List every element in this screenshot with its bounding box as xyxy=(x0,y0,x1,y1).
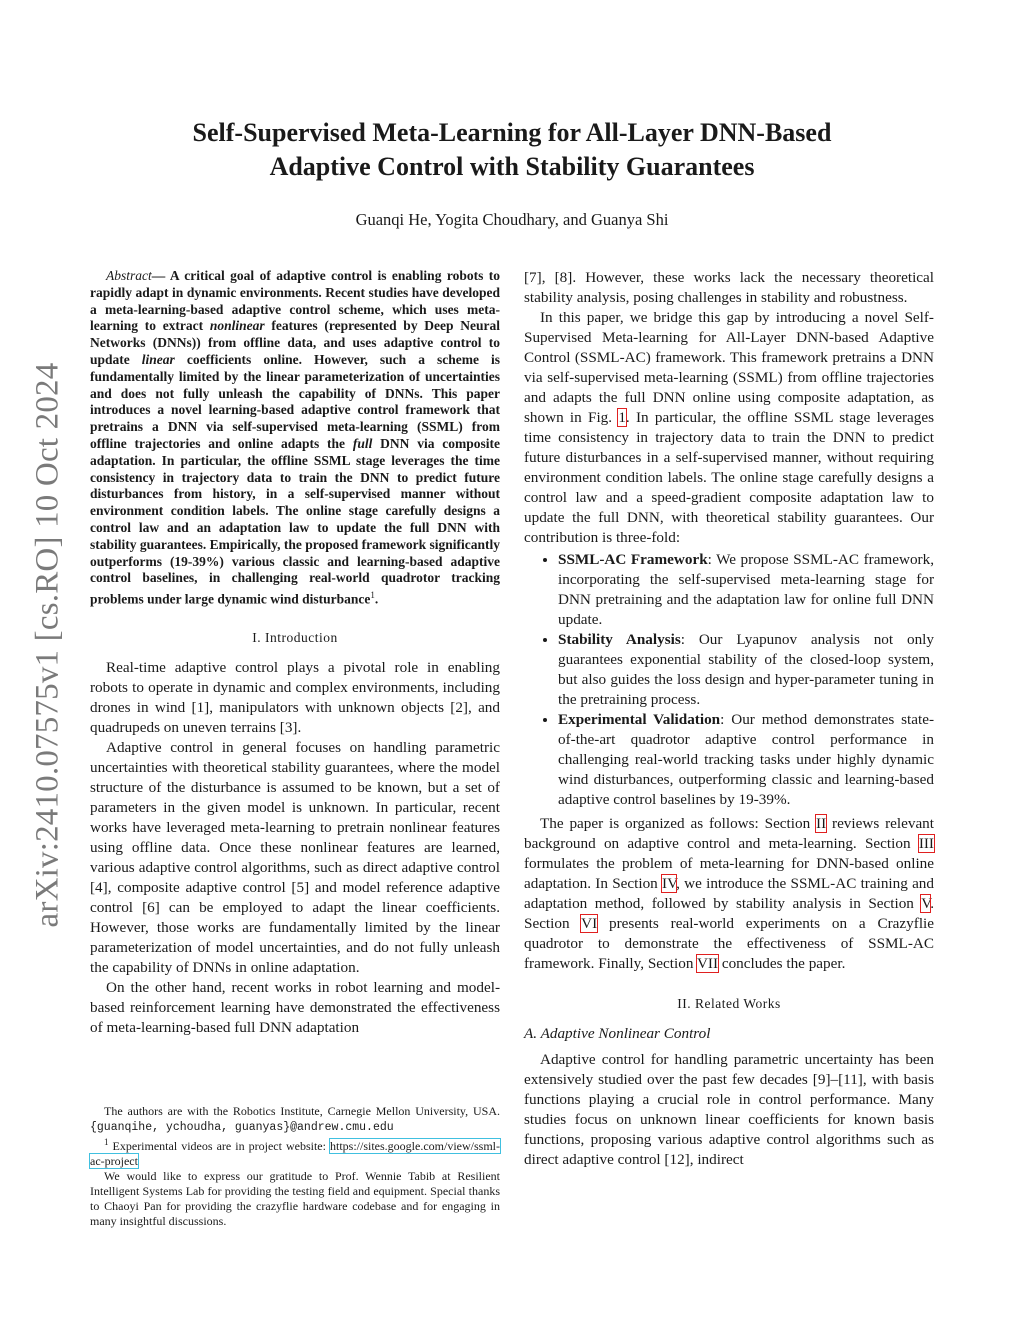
abstract xyxy=(90,268,500,608)
project-website-link[interactable]: https://sites.google.com/view/ssml-ac-project xyxy=(90,1139,500,1168)
arxiv-stamp xyxy=(28,350,68,940)
affiliation-text: The authors are with the Robotics Institute, Carnegie Mellon University, USA. xyxy=(104,1104,500,1118)
contribution-item xyxy=(558,710,934,810)
footnote-1 xyxy=(90,1135,500,1169)
contribution-intro-paragraph xyxy=(524,308,934,548)
paragraph-text: presents real-world experiments on a Crazyflie quadrotor to demonstrate the effectiveness of SSML-AC framework. Finally, Section xyxy=(524,915,934,972)
contribution-text: : We propose SSML-AC framework, incorporating the self-supervised meta-learning stage for DNN pretraining and the adaptation law for online full DNN update. xyxy=(558,551,934,628)
paragraph-text: reviews relevant background on adaptive control and meta-learning. Section xyxy=(524,815,934,852)
footnote-marker: 1 xyxy=(370,590,375,601)
abstract-emphasis: linear xyxy=(141,351,175,367)
contribution-heading: Experimental Validation xyxy=(558,711,721,728)
organization-paragraph xyxy=(524,814,934,974)
author-emails: {guanqihe, ychoudha, guanyas}@andrew.cmu.edu xyxy=(90,1121,394,1134)
section-reference-link[interactable]: II xyxy=(816,815,827,832)
continued-paragraph: [7], [8]. However, these works lack the necessary theoretical stability analysis, posing challenges in stability and robustness. xyxy=(524,269,934,306)
right-column xyxy=(524,268,934,1170)
section-reference-link[interactable]: VII xyxy=(696,955,719,972)
abstract-text: DNN via composite adaptation. In particular, the offline SSML stage leverages the time consistency in trajectory data to train the DNN to predict future disturbances from history, in a self-supervised manner without environment condition labels. The online stage carefully designs a control law and an adaptation law to update the full DNN with stability guarantees. Empirically, the proposed framework significantly outperforms (19-39%) various classic and learning-based adaptive control baselines, in challenging real-world quadrotor tracking problems under large dynamic wind disturbance xyxy=(90,435,500,607)
footnotes xyxy=(90,1104,500,1229)
paper-title xyxy=(90,116,934,184)
authors: Guanqi He, Yogita Choudhary, and Guanya Shi xyxy=(355,210,669,229)
abstract-emphasis: nonlinear xyxy=(209,318,265,334)
abstract-text: coefficients online. However, such a scheme is fundamentally limited by the linear parameterization of uncertainties and does not fully unleash the capability of DNNs. This paper introduces a novel learning-based adaptive control framework that pretrains a DNN via self-supervised meta-learning (SSML) from offline trajectories and online adapts the xyxy=(90,351,500,451)
contribution-item xyxy=(558,550,934,630)
paragraph-text: . Section xyxy=(524,895,934,932)
paragraph-text: The paper is organized as follows: Section xyxy=(540,815,817,832)
acknowledgement: We would like to express our gratitude to Prof. Wennie Tabib at Resilient Intelligent Systems Lab for providing the testing field and equipment. Special thanks to Chaoyi Pan for providing the crazyflie hardware codebase and for engaging in many insightful discussions. xyxy=(90,1169,500,1228)
paragraph-text: formulates the problem of meta-learning for DNN-based online adaptation. In Section xyxy=(524,855,934,892)
contribution-heading: SSML-AC Framework xyxy=(558,551,708,568)
section-reference-link[interactable]: IV xyxy=(662,875,677,892)
section-reference-link[interactable]: VI xyxy=(581,915,598,932)
intro-paragraph: Real-time adaptive control plays a pivotal role in enabling robots to operate in dynamic and complex environments, including drones in wind [1], manipulators with unknown objects [2], and quadrupeds on uneven terrains [3]. xyxy=(90,659,500,737)
title-line-2: Adaptive Control with Stability Guarantees xyxy=(269,152,755,181)
contribution-list xyxy=(524,550,934,810)
abstract-label: Abstract xyxy=(106,268,152,283)
footnote-1-marker: 1 xyxy=(104,1137,109,1147)
affiliation-note xyxy=(90,1104,500,1135)
abstract-emphasis: full xyxy=(352,435,373,451)
intro-paragraph: On the other hand, recent works in robot learning and model-based reinforcement learning have demonstrated the effectiveness of meta-learning-based full DNN adaptation xyxy=(90,979,500,1037)
section-heading-related-works: II. Related Works xyxy=(677,996,781,1011)
arxiv-stamp-text: arXiv:2410.07575v1 [cs.RO] 10 Oct 2024 xyxy=(29,362,66,928)
related-paragraph: Adaptive control for handling parametric uncertainty has been extensively studied over the past few decades [9]–[11], with basis functions playing a crucial role in control performance. Many studies focus on unknown linear coefficients for known basis functions, proposing various adaptive control algorithms such as direct adaptive control [12], indirect xyxy=(524,1051,934,1168)
footnote-1-text: Experimental videos are in project website: xyxy=(108,1139,330,1153)
paragraph-text: . In particular, the offline SSML stage leverages time consistency in trajectory data to train the DNN to predict future disturbances in a self-supervised manner, without requiring environment condition labels. The online stage carefully designs a control law and a speed-gradient composite adaptation law to update the full DNN, with theoretical stability guarantees. Our contribution is three-fold: xyxy=(524,409,934,546)
contribution-text: : Our method demonstrates state-of-the-art quadrotor adaptive control performance in challenging real-world tracking tasks under highly dynamic wind disturbances, outperforming classic and learning-based adaptive control baselines by 19-39%. xyxy=(558,711,934,808)
section-reference-link[interactable]: III xyxy=(918,835,934,852)
contribution-text: : Our Lyapunov analysis not only guarantees exponential stability of the closed-loop system, but also guides the loss design and hyper-parameter tuning in the pretraining process. xyxy=(558,631,934,708)
abstract-text: . xyxy=(374,591,379,607)
title-line-1: Self-Supervised Meta-Learning for All-Layer DNN-Based xyxy=(192,118,832,147)
paragraph-text: In this paper, we bridge this gap by introducing a novel Self-Supervised Meta-learning for All-Layer DNN-based Adaptive Control (SSML-AC) framework. This framework pretrains a DNN via self-supervised meta-learning (SSML) from offline trajectories and adapts the full DNN online using composite adaptation, as shown in Fig. xyxy=(524,309,934,426)
section-heading-introduction: I. Introduction xyxy=(252,630,338,646)
paragraph-text: , we introduce the SSML-AC training and adaptation method, followed by stability analysis in Section xyxy=(524,875,934,912)
figure-reference-link[interactable]: 1 xyxy=(618,409,626,426)
intro-paragraph: Adaptive control in general focuses on handling parametric uncertainties with theoretical stability guarantees, where the model structure of the disturbance is assumed to be known, but a set of parameters in the given model is unknown. In particular, recent works have leveraged meta-learning to pretrain nonlinear features using offline data. Once these nonlinear features are learned, various adaptive control algorithms, such as direct adaptive control [4], composite adaptive control [5] and model reference adaptive control [6] can be employed to adapt the linear coefficients. However, those works are fundamentally limited by the linear parameterization of model uncertainties, and do not fully unleash the capability of DNNs in online adaptation. xyxy=(90,739,500,977)
abstract-dash: — xyxy=(151,268,170,283)
abstract-text: A critical goal of adaptive control is enabling robots to rapidly adapt in dynamic environments. Recent studies have developed a meta-learning-based adaptive control scheme, which uses meta-learning to extract xyxy=(90,268,500,334)
left-column xyxy=(90,268,500,1038)
paragraph-text: concludes the paper. xyxy=(718,955,846,972)
section-reference-link[interactable]: V xyxy=(921,895,931,912)
contribution-heading: Stability Analysis xyxy=(558,631,681,648)
abstract-text: features (represented by Deep Neural Networks (DNNs)) from offline data, and uses adaptive control to update xyxy=(90,318,500,367)
contribution-item xyxy=(558,630,934,710)
subsection-heading: A. Adaptive Nonlinear Control xyxy=(524,1025,711,1042)
